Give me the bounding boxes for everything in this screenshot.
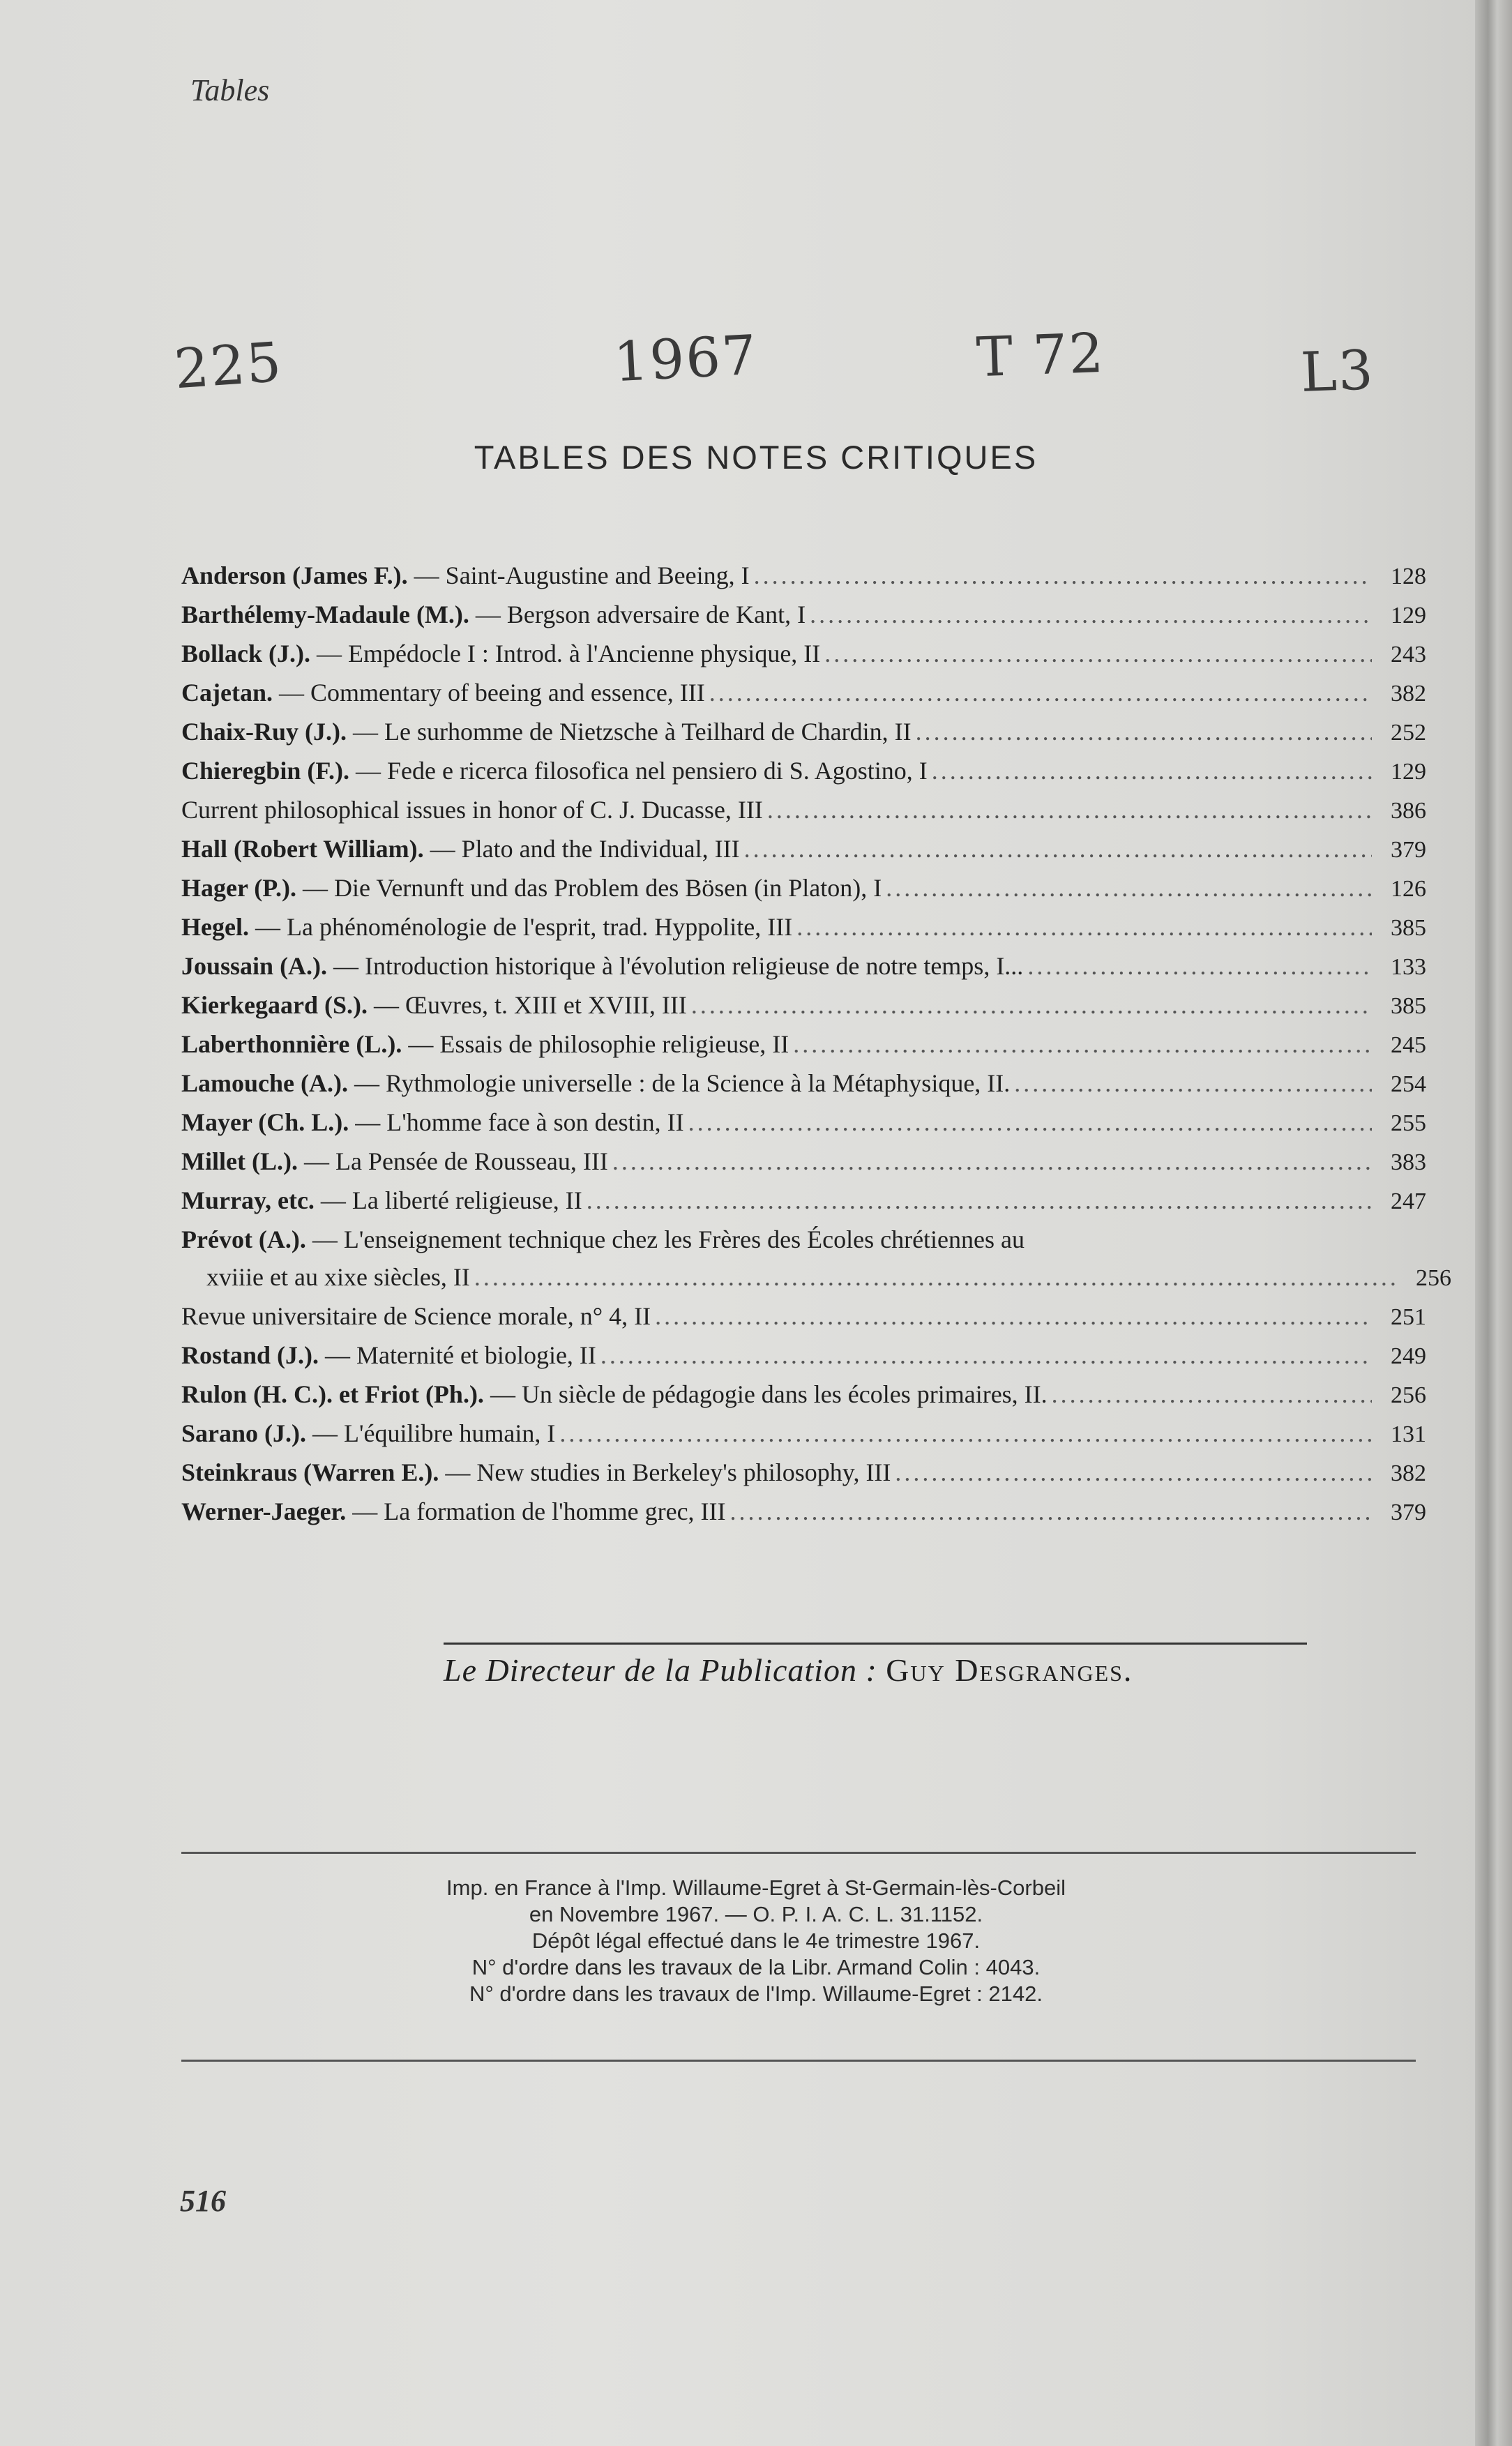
entry-page: 131 [1391, 1421, 1426, 1447]
dot-leader [796, 908, 1372, 946]
entry-text [181, 1297, 651, 1335]
list-item [181, 947, 1426, 986]
list-item [181, 1221, 1426, 1258]
imprint-block [0, 1875, 1512, 2007]
entry-page: 256 [1416, 1265, 1451, 1291]
dot-leader [767, 791, 1372, 829]
handwritten-annotations [172, 322, 1402, 405]
entry-title: — Maternité et biologie, II [319, 1341, 596, 1369]
entry-page: 254 [1391, 1071, 1426, 1097]
dot-leader [932, 752, 1372, 790]
director-role: Le Directeur de la Publication : [444, 1652, 877, 1688]
entry-author: Hager (P.). [181, 874, 296, 902]
list-item [181, 1258, 1451, 1297]
entry-title: — L'homme face à son destin, II [349, 1108, 684, 1136]
entry-title: — Saint-Augustine and Beeing, I [407, 561, 750, 589]
imprint-line: N° d'ordre dans les travaux de l'Imp. Willaume-Egret : 2142. [469, 1981, 1043, 2006]
entry-page: 379 [1391, 1500, 1426, 1525]
entry-text [181, 1182, 582, 1219]
dot-leader [895, 1454, 1372, 1491]
entry-author: Steinkraus (Warren E.). [181, 1458, 439, 1486]
entry-text [181, 1142, 608, 1180]
list-item [181, 1103, 1426, 1142]
dot-leader [1027, 947, 1372, 985]
entry-text [181, 713, 912, 750]
entry-page: 247 [1391, 1188, 1426, 1214]
entry-text [181, 674, 705, 711]
list-item [181, 1025, 1426, 1064]
list-item [181, 635, 1426, 674]
list-item [181, 1375, 1426, 1414]
dot-leader [730, 1493, 1372, 1530]
entry-page: 383 [1391, 1149, 1426, 1175]
entry-text [206, 1258, 470, 1296]
entry-page: 128 [1391, 564, 1426, 589]
entry-author: Chaix-Ruy (J.). [181, 718, 347, 746]
entry-author: Murray, etc. [181, 1186, 315, 1214]
list-item [181, 596, 1426, 635]
entry-title: — Introduction historique à l'évolution religieuse de notre temps, I... [327, 952, 1024, 980]
entry-text [181, 1493, 726, 1530]
divider [181, 1852, 1416, 1854]
entry-author: Mayer (Ch. L.). [181, 1108, 349, 1136]
entry-title: — L'enseignement technique chez les Frères des Écoles chrétiennes au [305, 1225, 1025, 1253]
entry-page: 251 [1391, 1304, 1426, 1330]
entry-title: — Plato and the Individual, III [423, 835, 740, 863]
entry-text [181, 752, 928, 790]
page-number: 516 [180, 2184, 226, 2218]
entry-author: Prévot (A.). [181, 1225, 306, 1253]
dot-leader [587, 1182, 1372, 1219]
list-item [181, 557, 1426, 596]
entry-page: 379 [1391, 837, 1426, 863]
page-edge [1475, 0, 1512, 2446]
entry-text [181, 1375, 1048, 1413]
entry-title: — Rythmologie universelle : de la Science à la Métaphysique, II. [347, 1069, 1011, 1097]
entry-title: — L'équilibre humain, I [306, 1419, 556, 1447]
entry-author: Laberthonnière (L.). [181, 1030, 402, 1058]
entry-text [181, 986, 687, 1024]
list-item [181, 1182, 1426, 1221]
dot-leader [709, 674, 1372, 711]
entry-text [181, 830, 740, 868]
entry-title: — Bergson adversaire de Kant, I [469, 601, 806, 628]
entry-author: Sarano (J.). [181, 1419, 306, 1447]
handwritten-volume: T 72 [975, 322, 1106, 390]
entry-title: — Die Vernunft und das Problem des Bösen (in Platon), I [296, 874, 882, 902]
entry-text [181, 1103, 684, 1141]
entry-title: — Essais de philosophie religieuse, II [402, 1030, 789, 1058]
entry-page: 129 [1391, 759, 1426, 785]
divider [181, 2060, 1416, 2062]
imprint-line: en Novembre 1967. — O. P. I. A. C. L. 31.1152. [529, 1902, 983, 1926]
entry-author: Millet (L.). [181, 1147, 298, 1175]
entry-page: 126 [1391, 876, 1426, 902]
entry-text [181, 869, 882, 907]
entry-author: Rulon (H. C.). et Friot (Ph.). [181, 1380, 484, 1408]
list-item [181, 674, 1426, 713]
entry-author: Chieregbin (F.). [181, 757, 350, 785]
list-item [181, 713, 1426, 752]
entry-page: 382 [1391, 1460, 1426, 1486]
page-title: TABLES DES NOTES CRITIQUES [474, 439, 1038, 476]
list-item [181, 1064, 1426, 1103]
entry-text [181, 1221, 1025, 1258]
entry-page: 129 [1391, 603, 1426, 628]
entry-author: Kierkegaard (S.). [181, 991, 368, 1019]
list-item [181, 1297, 1426, 1336]
entry-page: 256 [1391, 1382, 1426, 1408]
dot-leader [691, 986, 1372, 1024]
entry-author: Hall (Robert William). [181, 835, 424, 863]
entry-author: Lamouche (A.). [181, 1069, 348, 1097]
list-item [181, 752, 1426, 791]
director-name: Guy Desgranges. [886, 1652, 1133, 1688]
entry-author: Anderson (James F.). [181, 561, 408, 589]
dot-leader [810, 596, 1372, 633]
list-item [181, 869, 1426, 908]
entry-page: 255 [1391, 1110, 1426, 1136]
entry-text [181, 1336, 596, 1374]
entry-page: 382 [1391, 681, 1426, 707]
imprint-line: Imp. en France à l'Imp. Willaume-Egret à St-Germain-lès-Corbeil [446, 1875, 1066, 1900]
entry-text [181, 596, 806, 633]
publication-director [444, 1643, 1307, 1689]
entry-text [181, 1454, 891, 1491]
entry-title: — La liberté religieuse, II [314, 1186, 582, 1214]
entry-author: Bollack (J.). [181, 640, 310, 667]
list-item [181, 1414, 1426, 1454]
entry-page: 133 [1391, 954, 1426, 980]
list-item [181, 908, 1426, 947]
entry-author: Joussain (A.). [181, 952, 328, 980]
list-item [181, 830, 1426, 869]
dot-leader [754, 557, 1372, 594]
dot-leader [655, 1297, 1372, 1335]
entry-title: xviiie et au xixe siècles, II [206, 1263, 470, 1291]
dot-leader [1014, 1064, 1372, 1102]
entry-page: 385 [1391, 993, 1426, 1019]
entry-page: 243 [1391, 642, 1426, 667]
entry-title: Current philosophical issues in honor of C. J. Ducasse, III [181, 796, 763, 824]
entry-title: — Fede e ricerca filosofica nel pensiero di S. Agostino, I [349, 757, 928, 785]
imprint-line: Dépôt légal effectué dans le 4e trimestre 1967. [531, 1928, 981, 1953]
dot-leader [559, 1414, 1372, 1452]
dot-leader [793, 1025, 1372, 1063]
entry-author: Barthélemy-Madaule (M.). [181, 601, 469, 628]
entry-author: Hegel. [181, 913, 249, 941]
entry-title: — La Pensée de Rousseau, III [297, 1147, 608, 1175]
notes-list [181, 557, 1451, 1532]
dot-leader [744, 830, 1372, 868]
entry-page: 252 [1391, 720, 1426, 746]
dot-leader [688, 1103, 1372, 1141]
entry-title: — Le surhomme de Nietzsche à Teilhard de Chardin, II [347, 718, 912, 746]
entry-title: — Œuvres, t. XIII et XVIII, III [367, 991, 687, 1019]
imprint-line: N° d'ordre dans les travaux de la Libr. Armand Colin : 4043. [471, 1955, 1041, 1979]
list-item [181, 1493, 1426, 1532]
dot-leader [916, 713, 1372, 750]
entry-text [181, 1414, 555, 1452]
entry-title: — La phénoménologie de l'esprit, trad. Hyppolite, III [248, 913, 793, 941]
dot-leader [600, 1336, 1372, 1374]
entry-page: 245 [1391, 1032, 1426, 1058]
entry-text [181, 908, 792, 946]
entry-title: — Un siècle de pédagogie dans les écoles primaires, II. [483, 1380, 1048, 1408]
entry-title: — New studies in Berkeley's philosophy, III [439, 1458, 891, 1486]
list-item [181, 1336, 1426, 1375]
entry-text [181, 635, 820, 672]
handwritten-year: 1967 [612, 324, 759, 395]
dot-leader [1052, 1375, 1372, 1413]
entry-text [181, 947, 1023, 985]
dot-leader [474, 1258, 1397, 1296]
entry-text [181, 791, 763, 829]
entry-title: Revue universitaire de Science morale, n° 4, II [181, 1302, 651, 1330]
running-head: Tables [190, 73, 270, 107]
handwritten-code: L3 [1299, 339, 1375, 405]
list-item [181, 1142, 1426, 1182]
entry-title: — Empédocle I : Introd. à l'Ancienne physique, II [310, 640, 821, 667]
list-item [181, 1454, 1426, 1493]
entry-author: Werner-Jaeger. [181, 1497, 347, 1525]
dot-leader [612, 1142, 1372, 1180]
entry-title: — Commentary of beeing and essence, III [272, 679, 705, 707]
entry-page: 385 [1391, 915, 1426, 941]
entry-title: — La formation de l'homme grec, III [346, 1497, 726, 1525]
list-item [181, 791, 1426, 830]
entry-text [181, 1025, 789, 1063]
dot-leader [886, 869, 1372, 907]
handwritten-number: 225 [172, 331, 285, 402]
entry-page: 249 [1391, 1343, 1426, 1369]
list-item [181, 986, 1426, 1025]
dot-leader [824, 635, 1372, 672]
entry-author: Cajetan. [181, 679, 273, 707]
entry-text [181, 557, 750, 594]
entry-author: Rostand (J.). [181, 1341, 319, 1369]
entry-text [181, 1064, 1010, 1102]
entry-page: 386 [1391, 798, 1426, 824]
